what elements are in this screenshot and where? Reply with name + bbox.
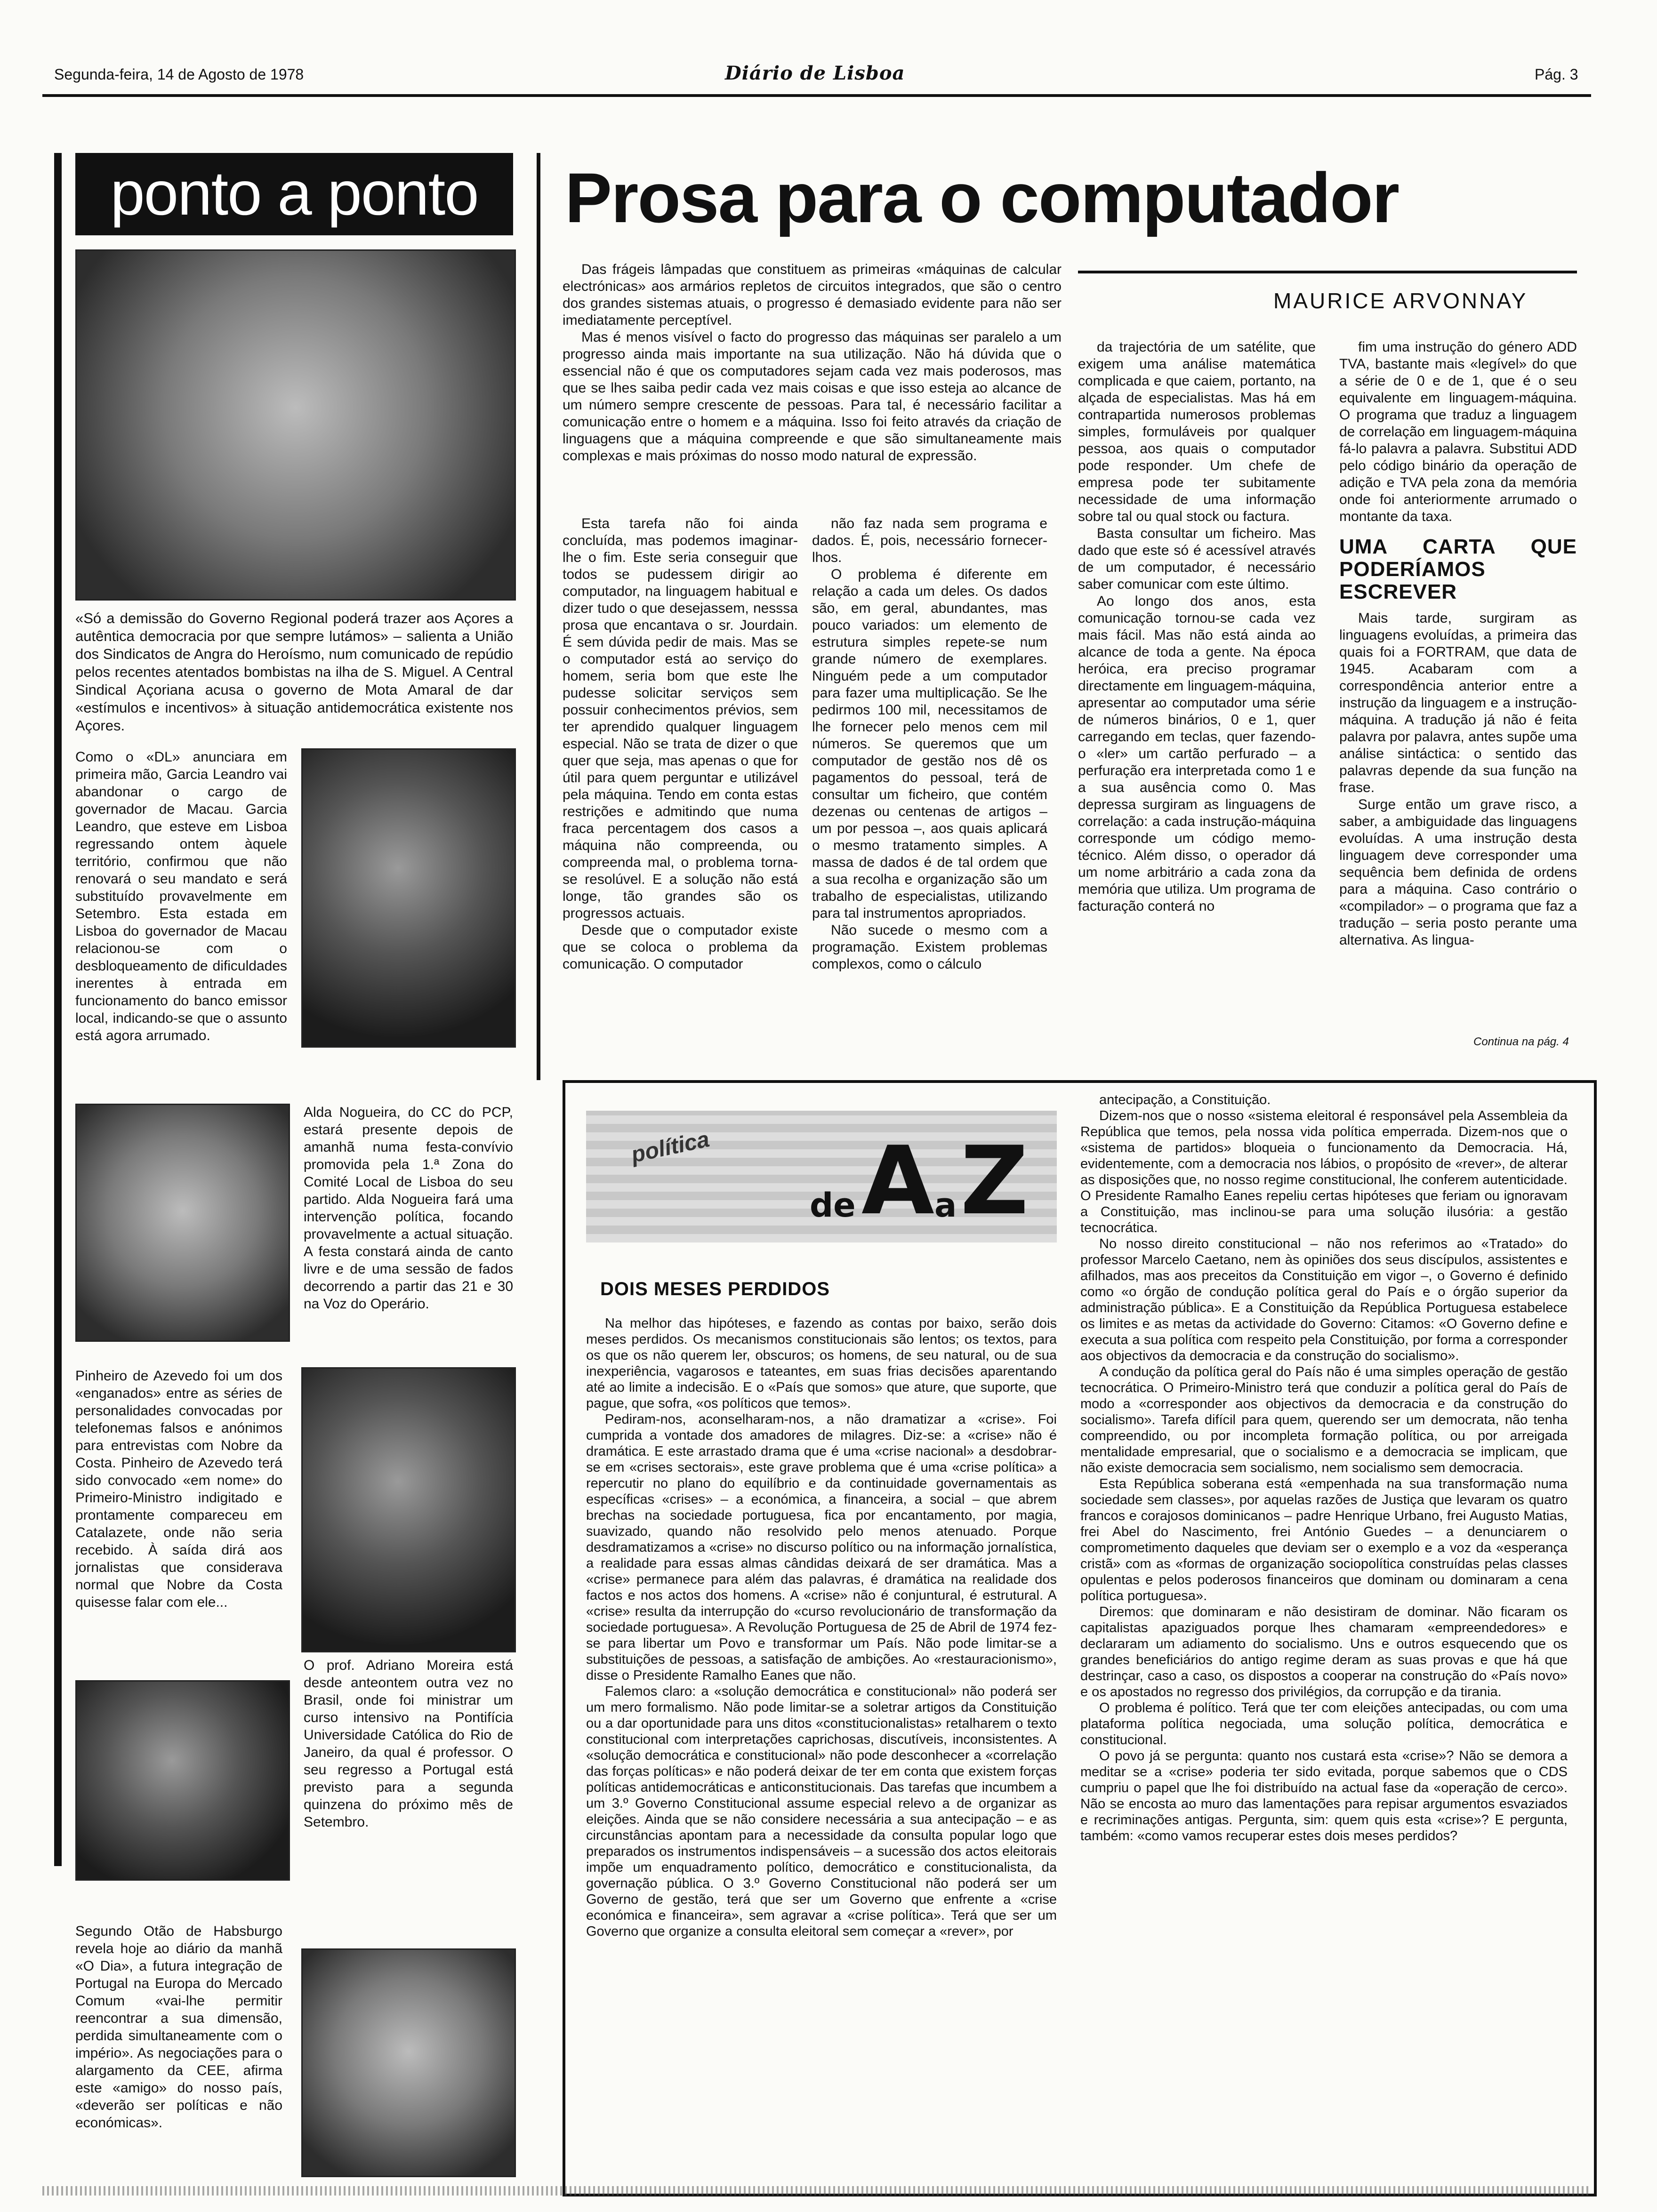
photo-otao-habsburgo (301, 1948, 516, 2177)
article-author: MAURICE ARVONNAY (1273, 289, 1528, 313)
az-banner-z: Z (960, 1126, 1029, 1236)
article-intro (563, 261, 1062, 465)
item-alda-nogueira: Alda Nogueira, do CC do PCP, estará presente depois de amanhã numa festa-convívio promovida pela 1.ª Zona do Comité Local de Lisboa do seu partido. Alda Nogueira fará uma intervenção política, focando provavelmente a actual situação. A festa constará ainda de canto livre e de uma sessão de fados decorrendo a partir das 21 e 30 na Voz do Operário. (304, 1105, 513, 1312)
paragraph: antecipação, a Constituição. (1099, 1092, 1271, 1107)
item-adriano-moreira: O prof. Adriano Moreira está desde anteontem outra vez no Brasil, onde foi ministrar um curso intensivo na Pontifícia Universidade Católica do Rio de Janeiro, da qual é professor. O seu regresso a Portugal está previsto para a segunda quinzena do próximo mês de Setembro. (304, 1658, 513, 1830)
az-left-column (586, 1315, 1057, 1940)
header-rule (42, 94, 1591, 97)
paragraph: Ao longo dos anos, esta comunicação tornou-se cada vez mais fácil. Mas não está ainda ao alcance de toda a gente. Na época heróica, era preciso programar directamente em linguagem-máquina, apresentar ao computador uma série de números binários, 0 e 1, quer carregando em teclas, quer fazendo-o «ler» um cartão perfurado – a perfuração era interpretada como 1 e a sua ausência como 0. Mas depressa surgiram as linguagens de correlação: a cada instrução-máquina corresponde um código memo-técnico. Além disso, o operador dá um nome arbitrário a cada zona da memória que utiliza. Um programa de facturação conterá no (1078, 593, 1316, 914)
az-headline: DOIS MESES PERDIDOS (600, 1279, 830, 1299)
column-rule (537, 153, 540, 1080)
az-banner-a2: a (934, 1186, 957, 1225)
article-column-2 (812, 515, 1047, 973)
issue-date: Segunda-feira, 14 de Agosto de 1978 (54, 66, 304, 83)
paragraph: Falemos claro: a «solução democrática e constitucional» não poderá ser um mero formalismo. Não pode limitar-se a soletrar artigos da Constituição ou a dar oportunidade para uns ditos «constitucionalistas» retalharem o texto constitucional com interpretações caprichosas, discutíveis, inconsistentes. A «solução democrática e constitucional» não pode desconhecer a «correlação das forças políticas» e não poderá deixar de ter em conta que existem forças políticas antidemocráticas e anticonstitucionais. Das tarefas que incumbem a um 3.º Governo Constitucional assume especial relevo a de organizar as eleições. Ainda que se não considere necessária a sua antecipação – e as circunstâncias apontam para a necessidade da consulta popular logo que preparados os instrumentos indispensáveis – a sucessão dos actos eleitorais impõe um enquadramento político, democrático e constitucionalista, da governação pública. O 3.º Governo Constitucional não poderá ser um Governo de gestão, terá que ser um Governo que enfrente a «crise económica e financeira», sem agravar a «crise política». Terá que ser um Governo que organize a consulta eleitoral sem começar a «rever», por (586, 1684, 1057, 1939)
item-garcia-leandro: Como o «DL» anunciara em primeira mão, Garcia Leandro vai abandonar o cargo de governador de Macau. Garcia Leandro, que esteve em Lisboa regressando ontem àquele território, confirmou que não renovará o seu mandato e será substituído provavelmente em Setembro. Esta estada em Lisboa do governador de Macau relacionou-se com o desbloqueamento de dificuldades inerentes à entrada em funcionamento do banco emissor local, indicando-se que o assunto está agora arrumado. (75, 749, 287, 1043)
photo-adriano-moreira (75, 1680, 290, 1881)
az-banner-de: de (810, 1186, 856, 1225)
paragraph: Mas é menos visível o facto do progresso das máquinas ser paralelo a um progresso ainda mais importante na sua utilização. Não há dúvida que o essencial não é que os computadores sejam cada vez mais poderosos, mas que se lhes saiba pedir cada vez mais coisas e que isso esteja ao alcance de um número sempre crescente de pessoas. Para tal, é necessário facilitar a comunicação entre o homem e a máquina. Isso foi feito através da criação de linguagens que a máquina compreende e que são simultaneamente mais complexas e mais próximas do nosso modo natural de expressão. (563, 329, 1062, 464)
paragraph: Mais tarde, surgiram as linguagens evoluídas, a primeira das quais foi a FORTRAM, que data de 1945. Acabaram com a correspondência anterior entre a instrução da linguagem e a instrução-máquina. A tradução já não é feita palavra por palavra, antes supõe uma análise sintáctica: o sentido das palavras depende da sua função na frase. (1339, 610, 1577, 795)
continues-note: Continua na pág. 4 (1473, 1035, 1569, 1048)
paragraph: Esta tarefa não foi ainda concluída, mas podemos imaginar-lhe o fim. Este seria conseguir que todos se pudessem dirigir ao computador, na linguagem habitual e dizer tudo o que desejassem, nesssa prosa que encantava o sr. Jourdain. É sem dúvida pedir de mais. Mas se o computador está ao serviço do homem, seria bom que este lhe pudesse solicitar serviços sem possuir conhecimentos prévios, sem ter aprendido qualquer linguagem especial. Não se trata de dizer o que quer que seja, mas apenas o que for útil para quem perguntar e utilizável pela máquina. Tendo em conta estas restrições e admitindo que numa fraca percentagem dos casos a máquina não compreenda, ou compreenda mal, o problema torna-se resolúvel. E a solução não está longe, tão grandes são os progressos actuais. (563, 516, 798, 921)
article-column-1 (563, 515, 798, 973)
author-rule (1078, 271, 1577, 273)
caption-acores: «Só a demissão do Governo Regional poderá trazer aos Açores a autêntica democracia por que sempre lutámos» – salienta a União dos Sindicatos de Angra do Heroísmo, num comunicado de repúdio pelos recentes atentados bombistas na ilha de S. Miguel. A Central Sindical Açoriana acusa o governo de Mota Amaral de dar «estímulos e incentivos» à situação antidemocrática existente nos Açores. (75, 610, 513, 734)
paragraph: fim uma instrução do género ADD TVA, bastante mais «legível» do que a série de 0 e de 1, que é o seu equivalente em linguagem-máquina. O programa que traduz a linguagem de correlação em linguagem-máquina fá-lo palavra a palavra. Substitui ADD pelo código binário da operação de adição e TVA pela zona da memória onde foi anteriormente arrumado o montante da taxa. (1339, 339, 1577, 524)
paragraph: No nosso direito constitucional – não nos referimos ao «Tratado» do professor Marcelo Caetano, nem às opiniões dos seus discípulos, assistentes e afilhados, mas aos preceitos da Constituição em vigor –, o Governo é definido como «o órgão de condução política geral do País e o órgão superior da administração pública». E a Constituição da República Portuguesa estabelece os limites e as metas da actividade do Governo: Citamos: «O Governo define e executa a sua política com respeito pela Constituição, por forma a corresponder aos objectivos da democracia e da construção do socialismo». (1080, 1236, 1568, 1363)
paragraph: Pediram-nos, aconselharam-nos, a não dramatizar a «crise». Foi cumprida a vontade dos amadores de milagres. Diz-se: a «crise» não é dramática. E este arrastado drama que é uma «crise nacional» a desdobrar-se em «crises sectorais», este grave problema que é uma «crise política» a repercutir no plano do equilíbrio e da continuidade governamentais as específicas «crises» – a económica, a financeira, a social – que abrem brechas na sociedade portuguesa, fica por encantamento, por magia, suavizado, quando não resolvido pelo menos atenuado. Porque desdramatizamos a «crise» no discurso político ou na informação jornalística, a realidade para essas almas cândidas deixará de ser dramática. Mas a «crise» permanece para além das palavras, é dramática na realidade dos factos e nos actos dos homens. A «crise» não é conjuntural, é estrutural. A «crise» resulta da interrupção do «curso revolucionário de transformação da sociedade portuguesa». A Revolução Portuguesa de 25 de Abril de 1974 fez-se para libertar um Povo e transformar um País. Não pode limitar-se a substituições de pessoas, a satisfação de ambições. Ao «restauracionismo», disse o Presidente Ramalho Eanes que não. (586, 1412, 1057, 1683)
photo-pinheiro-azevedo (301, 1367, 516, 1652)
paragraph: O povo já se pergunta: quanto nos custará esta «crise»? Não se demora a meditar se a «crise» poderia ter sido evitada, porque sabemos que o CDS cumpriu o papel que lhe foi distribuído na actual fase da «operação de cerco». Não se encosta ao muro das lamentações para repisar argumentos esvaziados e recriminações antigas. Pergunta, sim: quem quis esta «crise»? E pergunta, também: «como vamos recuperar estes dois meses perdidos? (1080, 1748, 1568, 1843)
paragraph: Dizem-nos que o nosso «sistema eleitoral é responsável pela Assembleia da República que temos, pela nossa vida política emperrada. Dizem-nos que o «sistema de partidos» bloqueia o funcionamento da Democracia. Há, evidentemente, com a democracia nos lábios, o propósito de «rever», de alterar as disposições que, no nosso regime constitucional, lhe conferem autenticidade. O Presidente Ramalho Eanes repeliu certas hipóteses que feriam ou ignoravam a Constituição, mas inclinou-se para uma solução ilusória: a gestão tecnocrática. (1080, 1108, 1568, 1235)
paragraph: Surge então um grave risco, a saber, a ambiguidade das linguagens evoluídas. A uma instrução desta linguagem deve corresponder uma sequência bem definida de ordens para a máquina. Caso contrário o «compilador» – o programa que faz a tradução – seria posto perante uma alternativa. As lingua- (1339, 797, 1577, 948)
paragraph: Diremos: que dominaram e não desistiram de dominar. Não ficaram os capitalistas apaziguados porque lhes chamaram «empreendedores» e declararam um adiamento do socialismo. Uns e outros esquecendo que os grandes beneficiários do antigo regime deram as suas provas e que há que destrinçar, caso a caso, os dispostos a cooperar na construção do «País novo» e os apostados no regresso dos privilégios, da corrupção e da tirania. (1080, 1604, 1568, 1699)
paragraph: O problema é diferente em relação a cada um deles. Os dados são, em geral, abundantes, mas pouco variados: um elemento de estrutura simples repete-se num grande número de exemplares. Ninguém pede a um computador para fazer uma multiplicação. Se lhe pedirmos 100 mil, necessitamos de lhe fornecer pelo menos cem mil números. Se queremos que um computador de gestão nos dê os pagamentos do pessoal, terá de consultar um ficheiro, que contém dezenas ou centenas de artigos – um por pessoa –, aos quais aplicará o mesmo tratamento simples. A massa de dados é de tal ordem que a sua recolha e organização são um trabalho de especialistas, utilizando para tal instrumentos apropriados. (812, 567, 1047, 921)
paragraph: não faz nada sem programa e dados. É, pois, necessário fornecer-lhos. (812, 516, 1047, 565)
photo-bomb-site (75, 249, 516, 601)
photo-alda-nogueira (75, 1104, 290, 1342)
masthead: Diário de Lisboa (725, 62, 905, 84)
paragraph: Não sucede o mesmo com a programação. Existem problemas complexos, como o cálculo (812, 922, 1047, 972)
column-rule (54, 153, 62, 1866)
section-banner: ponto a ponto (75, 153, 513, 235)
page-number: Pág. 3 (1535, 66, 1578, 83)
az-banner-word: política (629, 1127, 712, 1168)
az-banner-a: A (861, 1126, 934, 1236)
footer-print-marks (42, 2186, 1591, 2196)
article-subhead: UMA CARTA QUE PODERÍAMOS ESCREVER (1339, 535, 1577, 603)
item-otao-habsburgo: Segundo Otão de Habsburgo revela hoje ao diário da manhã «O Dia», a futura integração de Portugal na Europa do Mercado Comum «vai-lhe permitir reencontrar a sua dimensão, perdida simultaneamente com o império». As negociações para o alargamento da CEE, afirma este «amigo» do nosso país, «deverão ser políticas e não económicas». (75, 1923, 282, 2131)
article-title: Prosa para o computador (565, 158, 1399, 237)
paragraph: O problema é político. Terá que ter com eleições antecipadas, ou com uma plataforma política negociada, uma solução política, democrática e constitucional. (1080, 1700, 1568, 1747)
article-column-3 (1078, 339, 1316, 915)
paragraph: Desde que o computador existe que se coloca o problema da comunicação. O computador (563, 922, 798, 972)
paragraph: da trajectória de um satélite, que exigem uma análise matemática complicada e que caiem, portanto, na alçada de especialistas. Mas há em contrapartida numerosos problemas simples, formuláveis por qualquer pessoa, aos quais o computador pode responder. Um chefe de empresa pode ter subitamente necessidade de uma informação sobre tal ou qual stock ou factura. (1078, 339, 1316, 524)
article-column-4 (1339, 339, 1577, 949)
item-pinheiro-azevedo: Pinheiro de Azevedo foi um dos «enganados» entre as séries de personalidades convocadas por telefonemas falsos e anónimos para entrevistas com Nobre da Costa. Pinheiro de Azevedo terá sido convocado «em nome» do Primeiro-Ministro indigitado e prontamente compareceu em Catalazete, onde não seria recebido. À saída dirá aos jornalistas que considerava normal que Nobre da Costa quisesse falar com ele... (75, 1368, 282, 1610)
paragraph: Na melhor das hipóteses, e fazendo as contas por baixo, serão dois meses perdidos. Os mecanismos constitucionais são lentos; os textos, para os que os não querem ler, obscuros; os homens, de seu natural, ou de sua inexperiência, vagarosos e tateantes, em suas frias decisões aparentando até ao limite a indecisão. E o «País que somos» que ature, que suporte, que pague, que sofra, «os políticos que temos». (586, 1316, 1057, 1411)
az-right-column (1080, 1092, 1568, 1844)
paragraph: Basta consultar um ficheiro. Mas dado que este só é acessível através de um computador, é necessário saber comunicar com este último. (1078, 526, 1316, 592)
paragraph: A condução da política geral do País não é uma simples operação de gestão tecnocrática. O Primeiro-Ministro terá que conduzir a política geral do País de modo a «corresponder aos objectivos da democracia e da construção do socialismo». Tarefa difícil para quem, querendo ser um democrata, não tenha compreendido, ou por incompleta formação política, ou por arreigada mentalidade empresarial, que o socialismo e a democracia se implicam, que não existe democracia sem socialismo, nem socialismo sem democracia. (1080, 1364, 1568, 1475)
paragraph: Das frágeis lâmpadas que constituem as primeiras «máquinas de calcular electrónicas» aos armários repletos de circuitos integrados, que são o centro dos grandes sistemas atuais, o progresso é demasiado evidente para não ser imediatamente perceptível. (563, 262, 1062, 328)
paragraph: Esta República soberana está «empenhada na sua transformação numa sociedade sem classes», por aquelas razões de Justiça que levaram os quatro francos e corajosos dominicanos – padre Henrique Urbano, frei Augusto Matias, frei Abel do Nascimento, frei António Guedes – a denunciarem o comprometimento daqueles que deviam ser o exemplo e a voz da «esperança cristã» com as «formas de organização sociopolítica construídas pelas classes opulentas e pelos poderosos financeiros que dominam ou dominaram a cena política portuguesa». (1080, 1476, 1568, 1603)
photo-garcia-leandro (301, 748, 516, 1048)
